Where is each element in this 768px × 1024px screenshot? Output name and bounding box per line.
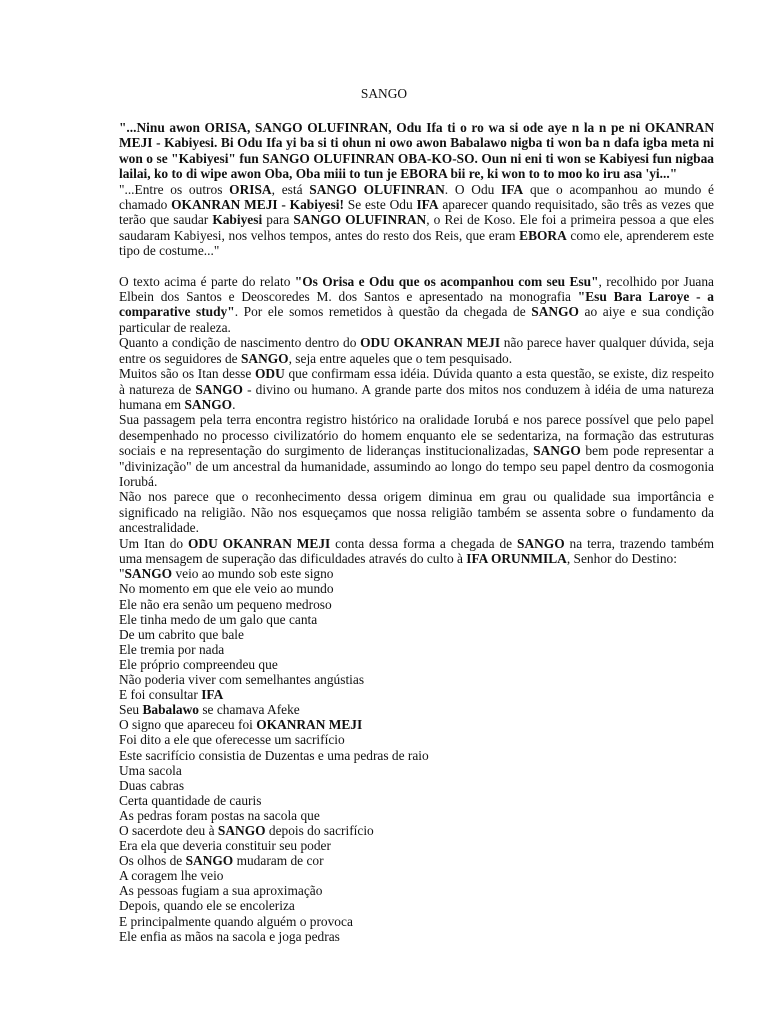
paragraph-gap	[119, 259, 714, 274]
text-run: O texto acima é parte do relato	[119, 273, 295, 289]
bold-text: IFA ORUNMILA	[466, 550, 567, 566]
poem-line	[119, 672, 714, 687]
text-run: As pessoas fugiam a sua aproximação	[119, 883, 323, 899]
document-body	[119, 120, 714, 944]
text-run: Duas cabras	[119, 777, 185, 793]
text-run: Os olhos de	[119, 853, 186, 869]
bold-text: IFA	[416, 197, 439, 213]
text-run: Muitos são os Itan desse	[119, 366, 256, 382]
bold-text: OKANRAN MEJI - Kabiyesi!	[171, 197, 344, 213]
bold-text: OKANRAN MEJI	[256, 717, 363, 733]
text-run: , recolhido por Juana Elbein dos Santos e Deoscoredes M. dos Santos e apresentado na monografia	[119, 273, 714, 305]
body-paragraph-6	[119, 536, 714, 567]
text-run: Foi dito a ele que oferecesse um sacrifício	[119, 732, 345, 748]
text-run: que o acompanhou ao mundo é chamado	[119, 181, 714, 213]
poem-line	[119, 657, 714, 672]
text-run: E foi consultar	[119, 687, 202, 703]
text-run: conta dessa forma a chegada de	[330, 535, 517, 551]
text-run: As pedras foram postas na sacola que	[119, 807, 320, 823]
bold-text: ODU OKANRAN MEJI	[360, 335, 501, 351]
text-run: Ele tremia por nada	[119, 641, 225, 657]
text-run: como ele, aprenderem este tipo de costume..."	[119, 227, 715, 259]
bold-text: EBORA	[519, 227, 567, 243]
poem-line	[119, 687, 714, 702]
poem-line	[119, 612, 714, 627]
bold-text: "Os Orisa e Odu que os acompanhou com seu Esu"	[294, 273, 599, 289]
text-run: Ele tinha medo de um galo que canta	[119, 611, 318, 627]
bold-text: SANGO	[185, 853, 234, 869]
poem-line	[119, 748, 714, 763]
body-paragraph-1	[119, 274, 714, 336]
bold-text: IFA	[501, 181, 524, 197]
text-run: De um cabrito que bale	[119, 626, 244, 642]
yoruba-quote: "...Ninu awon ORISA, SANGO OLUFINRAN, Odu Ifa ti o ro wa si ode aye n la n pe ni OKANRAN MEJI - Kabiyesi. Bi Odu Ifa yi ba si ti ohun ni owo awon Babalawo nigba ti won ba n dafa igba meta ni won o se "Kabiyesi" fun SANGO OLUFINRAN OBA-KO-SO. Oun ni eni ti won se Kabiyesi fun nigbaa lailai, ko to di wipe awon Oba, Oba miii to tun je EBORA bii re, ki won to to moo ko iru asa 'yi..."	[119, 120, 714, 182]
bold-text: ODU OKANRAN MEJI	[188, 535, 331, 551]
bold-text: ORISA	[229, 181, 272, 197]
bold-text: SANGO	[195, 381, 243, 397]
text-run: Ele não era senão um pequeno medroso	[119, 596, 332, 612]
poem-line	[119, 853, 714, 868]
text-run: Sua passagem pela terra encontra registro histórico na oralidade Iorubá e nos parece possível que pelo papel desempenhado no processo civilizatório do homem enquanto ele se sedentariza, na formação das estruturas sociais e na representação do surgimento de lideranças institucionalizadas,	[119, 412, 714, 459]
text-run: "...Entre os outros	[119, 181, 230, 197]
poem-line	[119, 581, 714, 596]
poem-line	[119, 883, 714, 898]
text-run: . Por ele somos remetidos à questão da chegada de	[234, 304, 532, 320]
poem-line	[119, 914, 714, 929]
text-run: Quanto a condição de nascimento dentro do	[119, 335, 361, 351]
text-run: se chamava Afeke	[199, 702, 300, 718]
poem-line	[119, 597, 714, 612]
body-paragraph-3	[119, 366, 714, 412]
poem-line	[119, 627, 714, 642]
text-run: não parece haver qualquer dúvida, seja entre os seguidores de	[119, 335, 714, 366]
text-run: Uma sacola	[119, 762, 182, 778]
text-run: bem pode representar a "divinização" de um ancestral da humanidade, assumindo ao longo do tempo seu papel dentro da cosmogonia Iorubá.	[119, 443, 714, 489]
text-run: Seu	[119, 702, 143, 718]
text-run: . O Odu	[444, 181, 502, 197]
bold-text: SANGO	[533, 443, 581, 459]
poem-line	[119, 898, 714, 913]
text-run: No momento em que ele veio ao mundo	[119, 581, 334, 597]
body-paragraph-2	[119, 335, 714, 366]
text-run: Certa quantidade de cauris	[119, 792, 262, 808]
text-run: veio ao mundo sob este signo	[172, 566, 334, 582]
text-run: E principalmente quando alguém o provoca	[119, 913, 353, 929]
text-run: "	[119, 566, 125, 582]
text-run: , o Rei de Koso. Ele foi a primeira pessoa a que eles saudaram Kabiyesi, nos velhos tempos, antes do resto dos Reis, que eram	[119, 212, 714, 243]
poem-line	[119, 702, 714, 717]
poem	[119, 566, 714, 943]
text-run: Não poderia viver com semelhantes angústias	[119, 672, 365, 688]
body-paragraph-5	[119, 489, 714, 535]
poem-line	[119, 868, 714, 883]
body-paragraph-4	[119, 412, 714, 489]
bold-text: Kabiyesi	[212, 212, 263, 228]
poem-line	[119, 808, 714, 823]
bold-text: SANGO OLUFINRAN	[309, 181, 445, 197]
poem-line	[119, 566, 714, 581]
text-run: Ele enfia as mãos na sacola e joga pedras	[119, 928, 340, 944]
poem-line	[119, 929, 714, 944]
text-run: Um Itan do	[119, 535, 189, 551]
bold-text: SANGO	[531, 304, 579, 320]
text-run: aparecer quando requisitado, são três as vezes que terão que saudar	[119, 197, 714, 228]
bold-text: SANGO	[240, 350, 289, 366]
document-title: SANGO	[360, 86, 408, 101]
text-run: Não nos parece que o reconhecimento dessa origem diminua em grau ou qualidade sua importância e significado na religião. Não nos esqueçamos que nossa religião também se assenta sobre o fundamento da ancestralidade.	[119, 489, 714, 536]
poem-line	[119, 732, 714, 747]
text-run: - divino ou humano. A grande parte dos mitos nos conduzem à idéia de uma natureza humana em	[119, 381, 714, 412]
text-run: Se este Odu	[343, 197, 417, 213]
text-run: O sacerdote deu à	[119, 822, 218, 838]
bold-text: IFA	[201, 687, 224, 703]
bold-text: ODU	[255, 366, 285, 382]
bold-text: SANGO	[124, 566, 173, 582]
translation-paragraph	[119, 182, 714, 259]
text-run: mudaram de cor	[233, 853, 324, 869]
text-run: para	[262, 212, 294, 228]
text-run: Ele próprio compreendeu que	[119, 656, 278, 672]
bold-text: SANGO OLUFINRAN	[293, 212, 427, 228]
text-run: Era ela que deveria constituir seu poder	[119, 838, 331, 854]
text-run: , seja entre aqueles que o tem pesquisado.	[288, 350, 513, 366]
text-run: O signo que apareceu foi	[119, 717, 257, 733]
poem-line	[119, 793, 714, 808]
text-run: , Senhor do Destino:	[566, 550, 677, 566]
text-run: que confirmam essa idéia. Dúvida quanto a esta questão, se existe, diz respeito à natureza de	[119, 366, 714, 397]
text-run: , está	[271, 181, 310, 197]
bold-text: SANGO	[184, 396, 233, 412]
text-run: Este sacrifício consistia de Duzentas e uma pedras de raio	[119, 747, 429, 763]
poem-line	[119, 717, 714, 732]
bold-text: SANGO	[217, 822, 266, 838]
poem-line	[119, 778, 714, 793]
poem-line	[119, 642, 714, 657]
bold-text: Babalawo	[142, 702, 199, 718]
bold-text: "Esu Bara Laroye - a comparative study"	[119, 289, 714, 320]
text-run: Depois, quando ele se encoleriza	[119, 898, 295, 914]
text-run: depois do sacrifício	[265, 822, 374, 838]
text-run: A coragem lhe veio	[119, 868, 224, 884]
poem-line	[119, 763, 714, 778]
text-run: ao aiye e sua condição particular de realeza.	[119, 304, 714, 335]
bold-text: SANGO	[517, 535, 565, 551]
text-run: na terra, trazendo também uma mensagem de superação das dificuldades através do culto à	[119, 535, 714, 566]
poem-line	[119, 823, 714, 838]
text-run: .	[232, 396, 236, 412]
poem-line	[119, 838, 714, 853]
